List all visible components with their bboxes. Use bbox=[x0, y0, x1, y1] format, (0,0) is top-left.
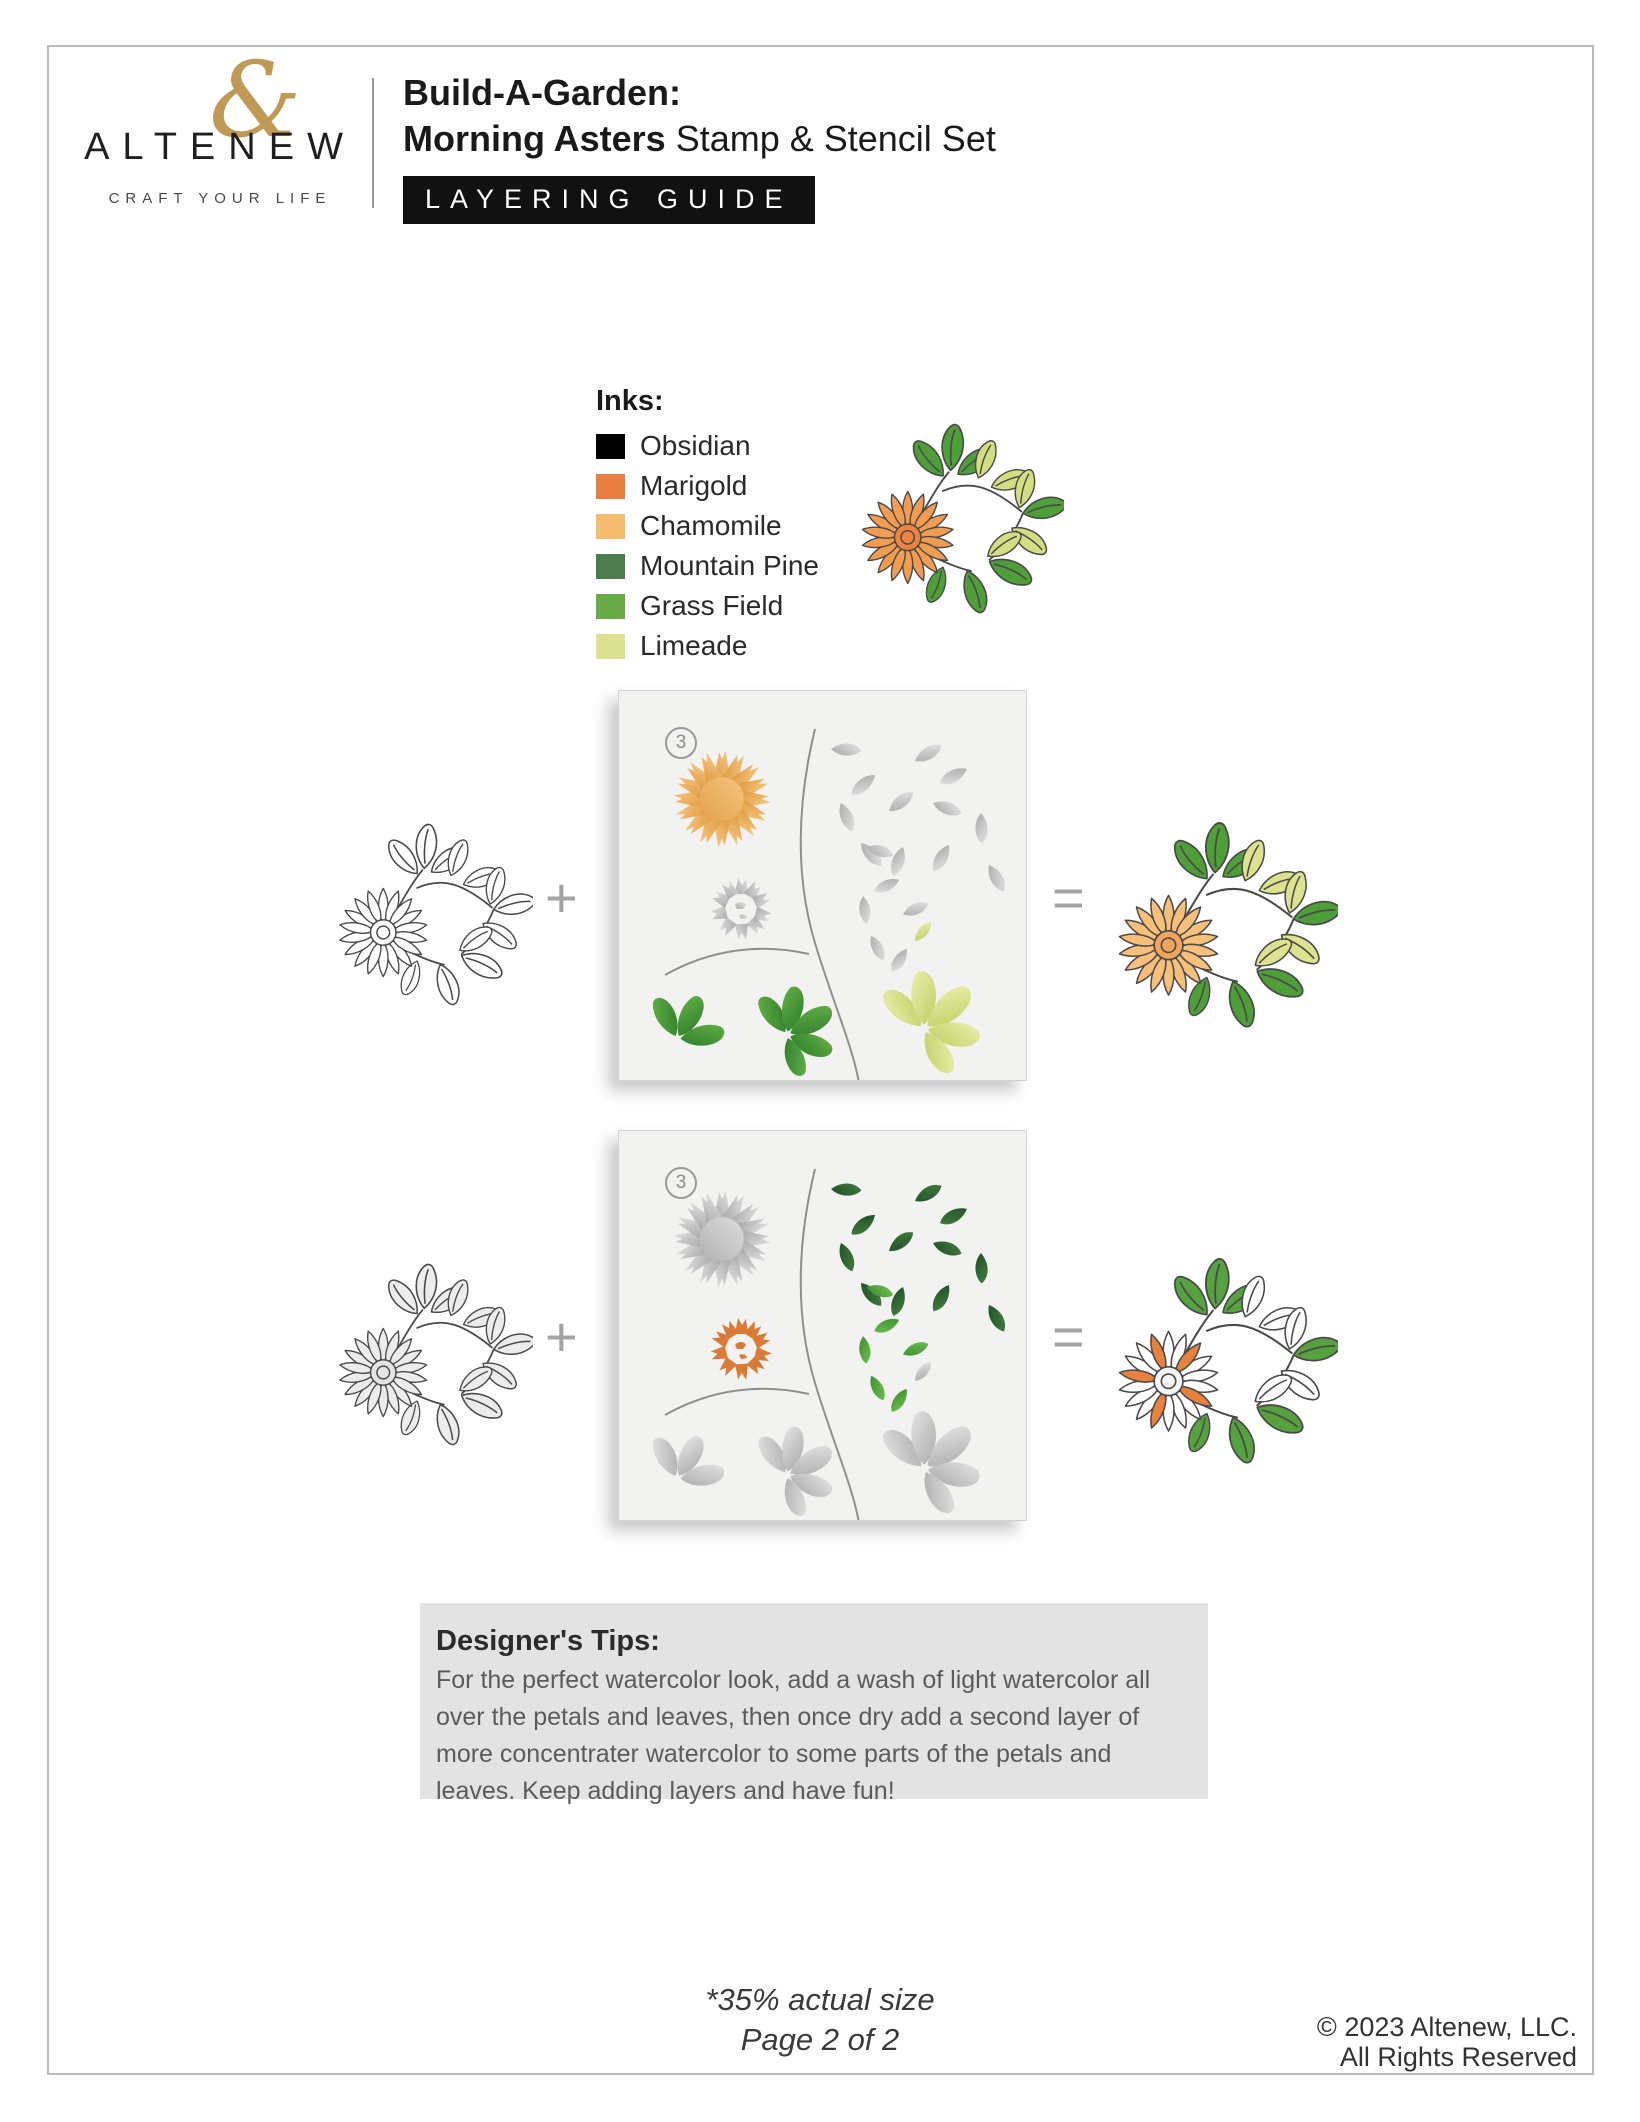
plus-sign-row1: + bbox=[545, 866, 578, 929]
ink-item bbox=[596, 466, 819, 506]
brand-wordmark: ALTENEW bbox=[84, 126, 356, 168]
page-title-line2 bbox=[403, 116, 996, 162]
ink-item bbox=[596, 586, 819, 626]
ink-name: Marigold bbox=[640, 470, 748, 501]
tips-body: For the perfect watercolor look, add a wash of light watercolor all over the petals and leaves, then once dry add a second layer of more concentrater watercolor to some parts of the petals and leaves. Keep adding layers and have fun! bbox=[436, 1666, 1151, 1805]
stamped-outline-row2 bbox=[328, 1258, 533, 1446]
ink-swatch-limeade bbox=[596, 634, 625, 659]
ampersand-icon: & bbox=[209, 39, 302, 161]
stencil-step-number: 3 bbox=[665, 1167, 697, 1199]
ink-name: Limeade bbox=[640, 630, 748, 661]
copyright bbox=[1317, 2012, 1577, 2072]
ink-name: Obsidian bbox=[640, 430, 751, 461]
stencil-layer3-row2 bbox=[618, 1130, 1027, 1521]
ink-name: Chamomile bbox=[640, 510, 782, 541]
copyright-line2: All Rights Reserved bbox=[1339, 2042, 1577, 2072]
inks-label: Inks: bbox=[596, 385, 664, 417]
title-block bbox=[403, 70, 996, 224]
colored-flower-sample bbox=[850, 418, 1064, 614]
plus-sign-row2: + bbox=[545, 1305, 578, 1368]
brand-tagline: CRAFT YOUR LIFE bbox=[108, 190, 332, 207]
copyright-line1: © 2023 Altenew, LLC. bbox=[1316, 2012, 1577, 2042]
result-flower-row1 bbox=[1106, 816, 1338, 1028]
ink-swatch-grass-field bbox=[596, 594, 625, 619]
page-title-line1: Build-A-Garden: bbox=[403, 72, 681, 113]
ink-item bbox=[596, 626, 819, 666]
scale-note: *35% actual size bbox=[705, 1982, 935, 2017]
stencil-step-number: 3 bbox=[665, 727, 697, 759]
ink-item bbox=[596, 506, 819, 546]
set-name: Morning Asters bbox=[403, 118, 666, 160]
ink-swatch-chamomile bbox=[596, 514, 625, 539]
equals-sign-row2: = bbox=[1052, 1305, 1085, 1368]
layering-guide-banner: LAYERING GUIDE bbox=[403, 176, 815, 224]
altenew-logo bbox=[80, 39, 360, 208]
page-number: Page 2 of 2 bbox=[740, 2022, 900, 2057]
header-divider bbox=[372, 78, 374, 208]
tips-heading: Designer's Tips: bbox=[436, 1625, 660, 1657]
ink-name: Grass Field bbox=[640, 590, 784, 621]
designer-tips-box bbox=[420, 1603, 1208, 1805]
ink-name: Mountain Pine bbox=[640, 550, 820, 581]
ink-item bbox=[596, 546, 819, 586]
equals-sign-row1: = bbox=[1052, 866, 1085, 929]
ink-swatch-obsidian bbox=[596, 434, 625, 459]
inks-legend bbox=[596, 385, 819, 666]
ink-item bbox=[596, 426, 819, 466]
set-type: Stamp & Stencil Set bbox=[665, 118, 996, 160]
ink-swatch-mountain-pine bbox=[596, 554, 625, 579]
result-flower-row2 bbox=[1106, 1252, 1338, 1464]
stamped-outline-row1 bbox=[328, 818, 533, 1006]
ink-swatch-marigold bbox=[596, 474, 625, 499]
stencil-layer3-row1 bbox=[618, 690, 1027, 1081]
